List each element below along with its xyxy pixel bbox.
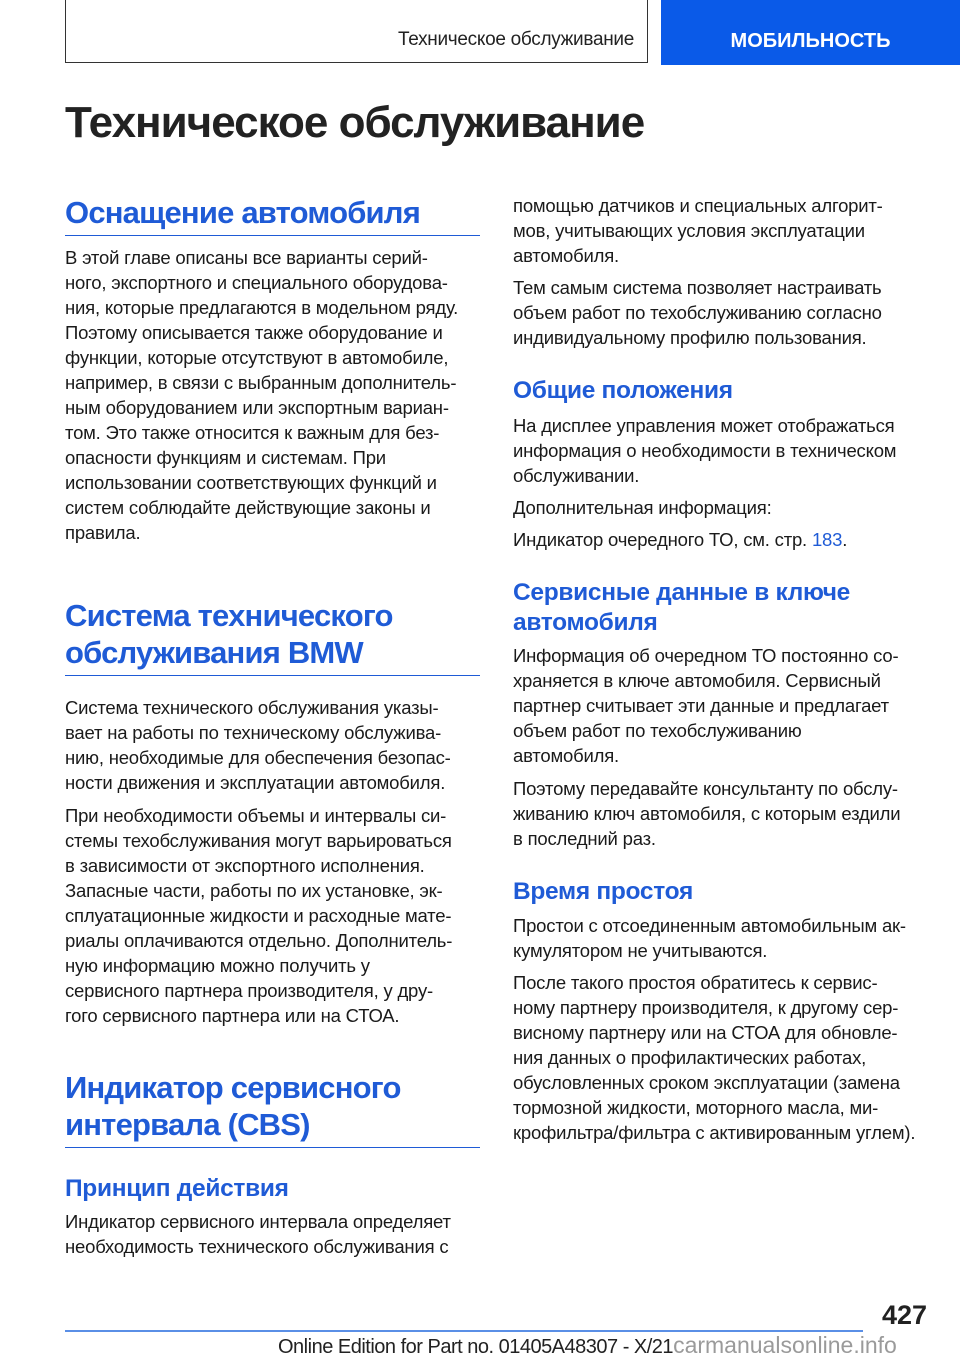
text-line: мов, учитывающих условия эксплуатации [513, 220, 865, 241]
section-heading [65, 1174, 289, 1204]
text-line: После такого простоя обратитесь к сервис- [513, 972, 878, 993]
heading-rule [65, 675, 480, 676]
text-line: Принцип действия [65, 1175, 289, 1202]
section-heading [513, 877, 693, 907]
text-line: риалы оплачиваются отдельно. Дополнитель- [65, 930, 453, 951]
paragraph [513, 275, 882, 350]
text-line: объем работ по техобслуживанию [513, 720, 802, 741]
text-line: Простои с отсоединенным автомобильным ак- [513, 915, 906, 936]
section-heading [513, 578, 850, 638]
paragraph [513, 776, 900, 851]
edition-text: Online Edition for Part no. 01405A48307 - X/21 [278, 1336, 674, 1358]
text-line: ности движения и эксплуатации автомобиля. [65, 772, 446, 793]
text-line: информация о необходимости в техническом [513, 440, 897, 461]
text-line: Общие положения [513, 377, 733, 404]
paragraph [65, 695, 451, 795]
text-line: стемы техобслуживания могут варьироваться [65, 830, 452, 851]
text-line: живанию ключ автомобиля, с которым ездили [513, 803, 901, 824]
text-line: интервала (CBS) [65, 1107, 310, 1142]
text-line: том. Это также относится к важным для без- [65, 422, 440, 443]
text-line: функции, которые отсутствуют в автомобиле, [65, 347, 449, 368]
paragraph [65, 803, 452, 1028]
text-line: Тем самым система позволяет настраивать [513, 277, 882, 298]
text-line: Оснащение автомобиля [65, 195, 420, 230]
section-heading [65, 1069, 401, 1143]
text-line: ния, которые предлагаются в модельном ряду. [65, 297, 459, 318]
text-line: В этой главе описаны все варианты серий- [65, 247, 428, 268]
text-line: храняется в ключе автомобиля. Сервисный [513, 670, 881, 691]
section-heading [65, 597, 393, 671]
text-line: правила. [65, 522, 141, 543]
text-line: ния данных о профилактических работах, [513, 1047, 867, 1068]
heading-rule [65, 1147, 480, 1148]
watermark: carmanualsonline.info [673, 1332, 897, 1358]
paragraph [513, 413, 896, 488]
section-heading [65, 194, 420, 231]
text-line: При необходимости объемы и интервалы си- [65, 805, 447, 826]
text-line: Индикатор сервисного [65, 1070, 401, 1105]
text-line: Индикатор сервисного интервала определяет [65, 1211, 451, 1232]
text-line: необходимость технического обслуживания с [65, 1236, 449, 1257]
text-line: Сервисные данные в ключе [513, 579, 850, 606]
header-chapter-tab[interactable]: МОБИЛЬНОСТЬ [661, 0, 960, 65]
paragraph [513, 913, 906, 963]
paragraph [513, 495, 772, 520]
text-line: ному партнеру производителя, к другому сер- [513, 997, 899, 1018]
text-line: систем соблюдайте действующие законы и [65, 497, 431, 518]
paragraph [513, 643, 898, 768]
text-line: обусловленных сроком эксплуатации (замена [513, 1072, 900, 1093]
paragraph [65, 245, 458, 545]
text-line: обслуживании. [513, 465, 640, 486]
text-line: Дополнительная информация: [513, 497, 772, 518]
footer [278, 1332, 897, 1359]
text-line: Система технического обслуживания указы- [65, 697, 439, 718]
ref-text: Индикатор очередного ТО, см. стр. [513, 529, 812, 550]
text-line: сервисного партнера производителя, у дру- [65, 980, 433, 1001]
page-link[interactable]: 183 [811, 529, 843, 550]
text-line: ную информацию можно получить у [65, 955, 370, 976]
text-line: Индикатор очередного ТО, см. стр. 183. [513, 529, 848, 550]
paragraph [65, 1209, 451, 1259]
text-line: в последний раз. [513, 828, 656, 849]
text-line: сплуатационные жидкости и расходные мате- [65, 905, 452, 926]
text-line: обслуживания BMW [65, 635, 363, 670]
text-line: кумулятором не учитываются. [513, 940, 768, 961]
text-line: в зависимости от экспортного исполнения. [65, 855, 425, 876]
page-number: 427 [881, 1300, 927, 1330]
text-line: нию, необходимые для обеспечения безопас- [65, 747, 451, 768]
text-line: висному партнеру или на СТОА для обновле- [513, 1022, 898, 1043]
text-line: Поэтому передавайте консультанту по обслу- [513, 778, 898, 799]
text-line: Запасные части, работы по их установке, эк- [65, 880, 443, 901]
header-section-title: Техническое обслуживание [398, 29, 634, 50]
section-heading [513, 376, 733, 406]
heading-rule [65, 235, 480, 236]
text-line: гого сервисного партнера или на СТОА. [65, 1005, 400, 1026]
paragraph [513, 970, 915, 1145]
text-line: индивидуальному профилю пользования. [513, 327, 867, 348]
text-line: Поэтому описывается также оборудование и [65, 322, 443, 343]
header-section-box [65, 0, 648, 63]
text-line: крофильтра/фильтра с активированным углем). [513, 1122, 916, 1143]
text-line: партнер считывает эти данные и предлагает [513, 695, 889, 716]
text-line: Система технического [65, 598, 393, 633]
text-line: помощью датчиков и специальных алгорит- [513, 195, 883, 216]
text-line: Время простоя [513, 878, 693, 905]
text-line: ным оборудованием или экспортным вариан- [65, 397, 449, 418]
text-line: использовании соответствующих функций и [65, 472, 437, 493]
text-line: автомобиля. [513, 245, 619, 266]
paragraph [513, 193, 883, 268]
text-line: опасности функциям и системам. При [65, 447, 386, 468]
text-line: На дисплее управления может отображаться [513, 415, 895, 436]
text-line: ного, экспортного и специального оборудова- [65, 272, 448, 293]
page-title: Техническое обслуживание [65, 98, 645, 147]
text-line: автомобиля. [513, 745, 619, 766]
paragraph [513, 527, 847, 552]
text-line: объем работ по техобслуживанию согласно [513, 302, 882, 323]
text-line: автомобиля [513, 609, 658, 636]
text-line: Информация об очередном ТО постоянно со- [513, 645, 899, 666]
text-line: тормозной жидкости, моторного масла, ми- [513, 1097, 879, 1118]
text-line: вает на работы по техническому обслужива- [65, 722, 442, 743]
text-line: например, в связи с выбранным дополнитель- [65, 372, 457, 393]
